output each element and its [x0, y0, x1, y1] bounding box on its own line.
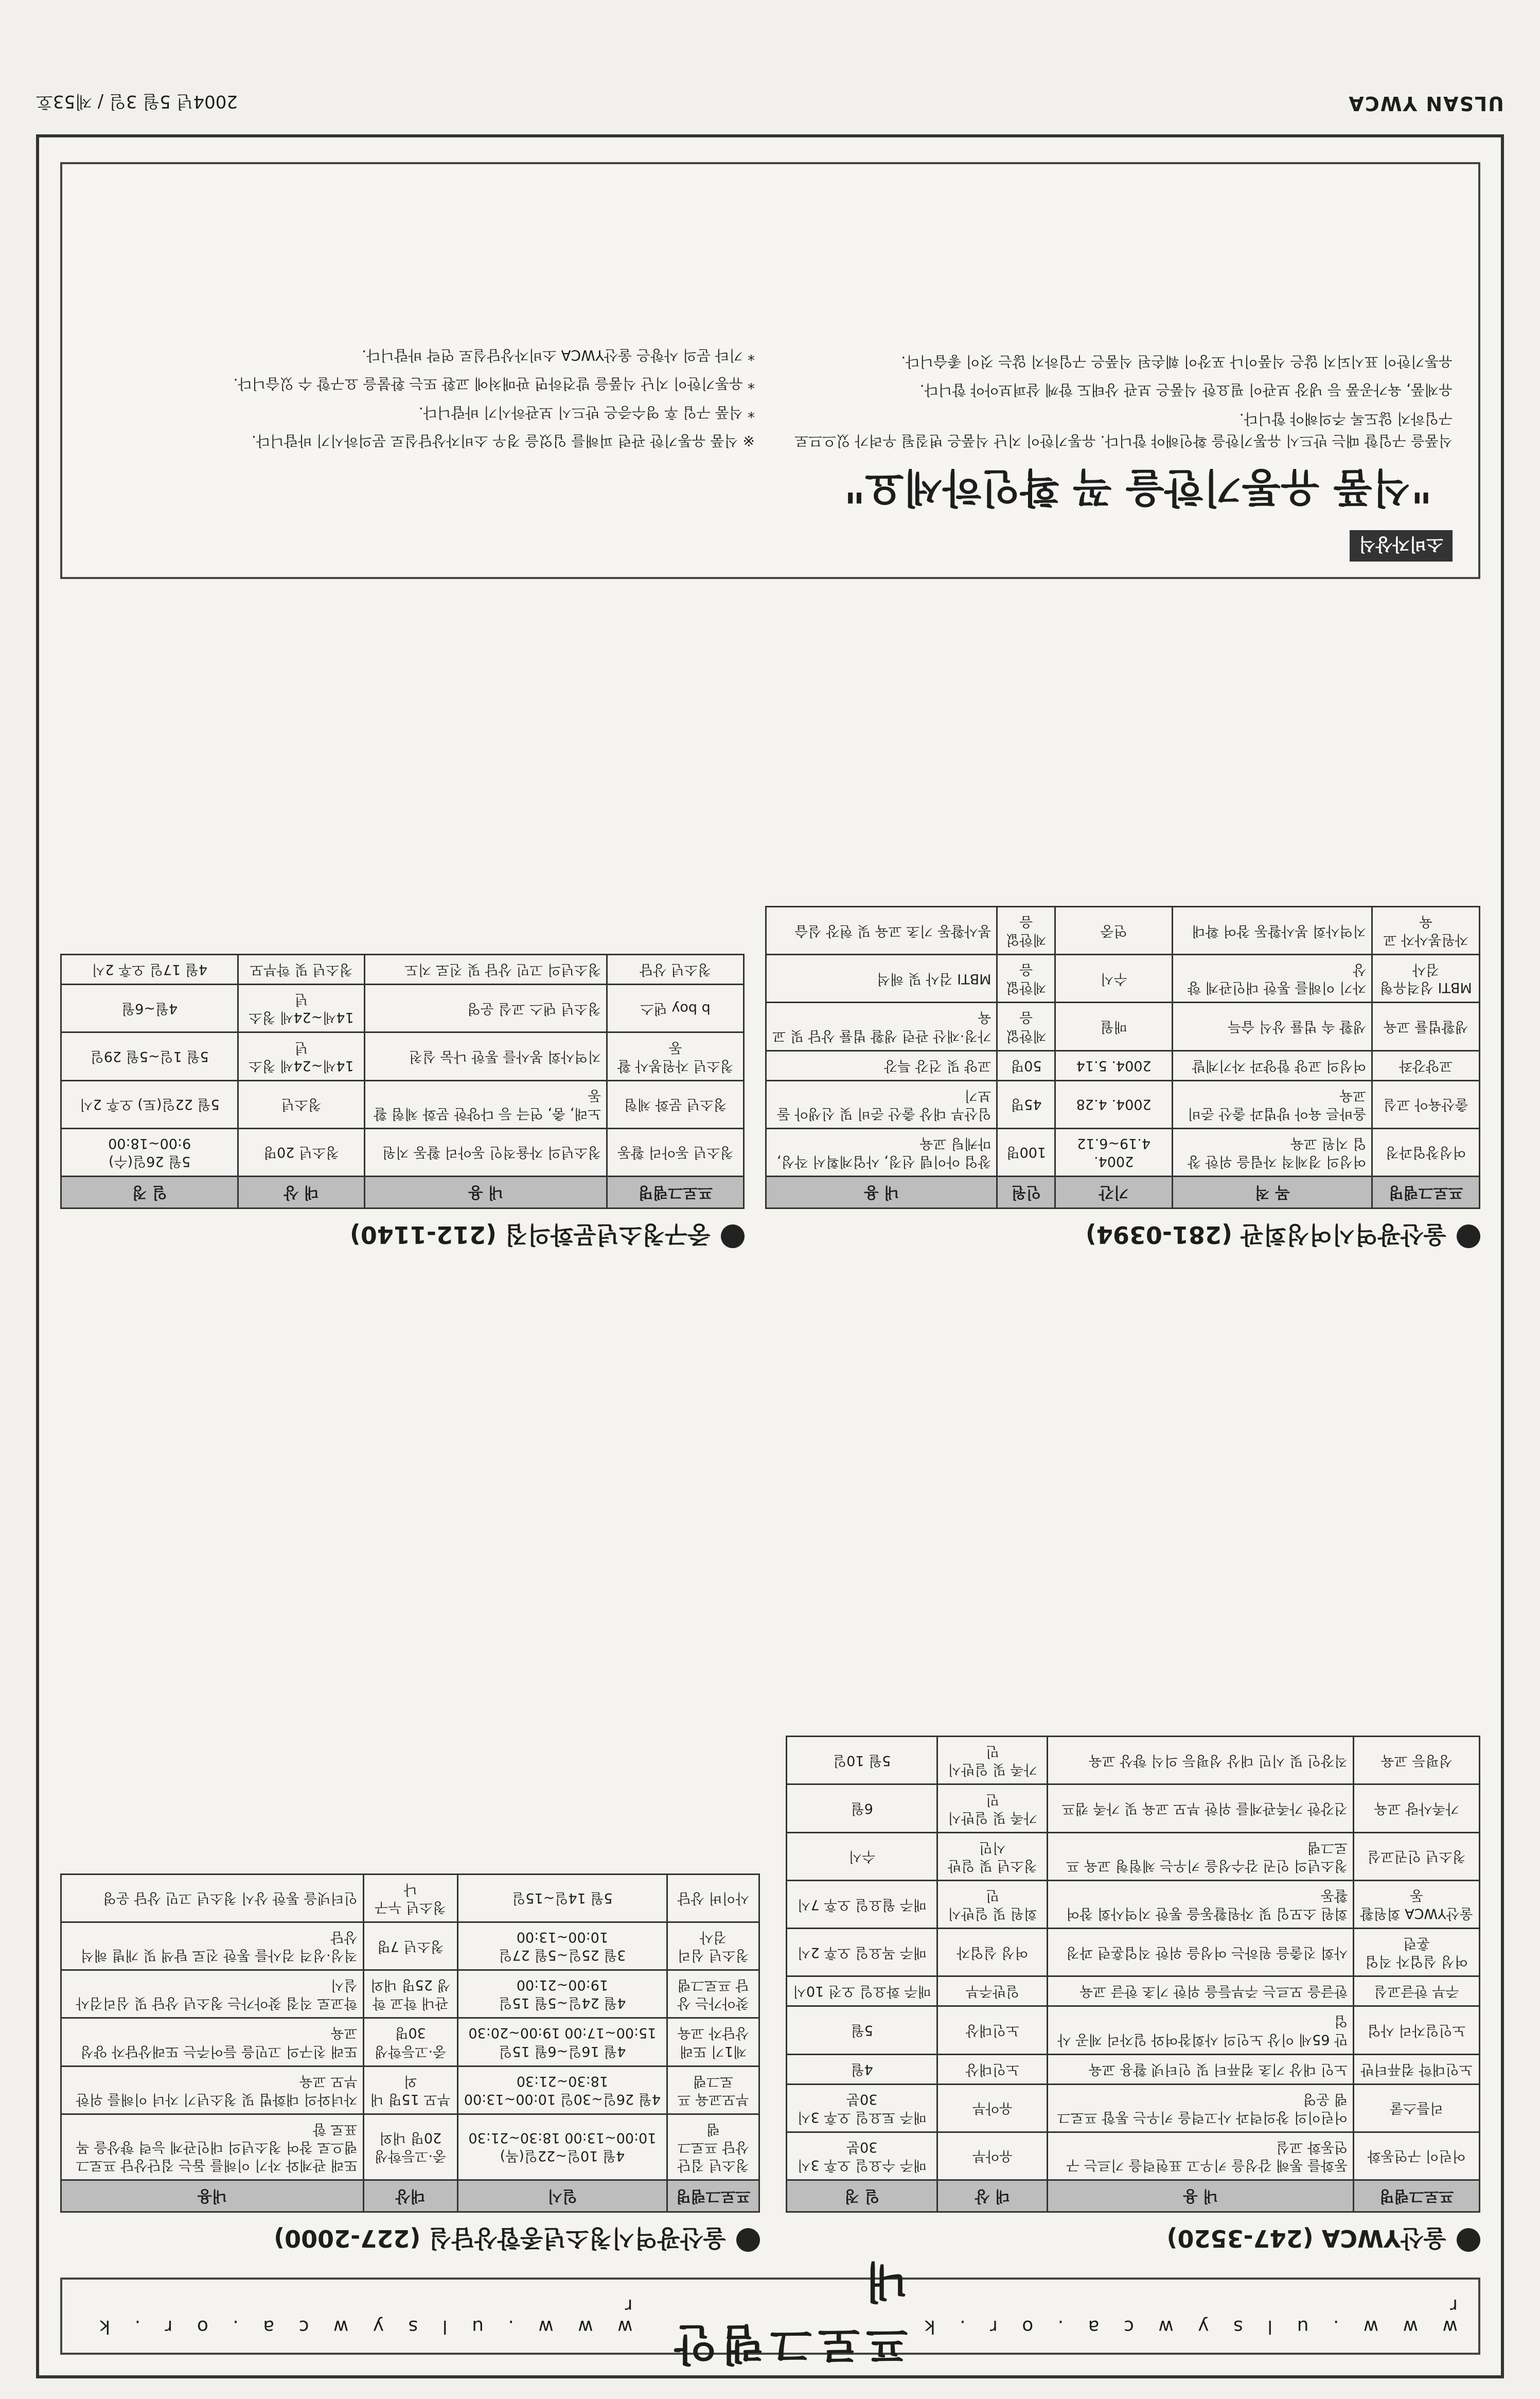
table-cell: 제1기 또래상담자 교육 — [667, 2018, 759, 2066]
notice-paragraph: ※ 식품 유통기한 관련 피해를 입었을 경우 소비자상담실로 문의하시기 바랍니다. — [251, 432, 755, 449]
section-women-hall — [765, 906, 1480, 1253]
table-cell: 제한없음 — [997, 955, 1055, 1003]
table-cell: 건강한 가족관계를 위한 부모 교육 및 가족 캠프 — [1048, 1784, 1354, 1832]
table-cell: 가족사랑 교육 — [1354, 1784, 1480, 1832]
table-cell: 회원 및 일반시민 — [937, 1880, 1048, 1928]
table-cell: 출산육아 교실 — [1372, 1080, 1480, 1128]
table-cell: 청소년 및 학부모 — [238, 955, 364, 985]
youth-table — [60, 1873, 760, 2213]
table-cell: 교양강좌 — [1372, 1050, 1480, 1080]
table-cell: 인터넷을 통한 상시 청소년 고민 상담 운영 — [61, 1874, 364, 1922]
section-title — [765, 1219, 1480, 1253]
table-row — [787, 1880, 1480, 1928]
table-cell: 매주 화요일 오전 10시 — [787, 1976, 937, 2006]
table-cell: 5월 26일(수) 9:00~18:00 — [61, 1128, 238, 1176]
table-row — [787, 1929, 1480, 1976]
table-cell: 여성의 경제적 자립을 위한 창업 지원 교육 — [1173, 1128, 1372, 1176]
table-cell: 청소년 자원봉사 활동 — [607, 1032, 744, 1080]
table-cell: 수시 — [787, 1832, 937, 1880]
table-cell: 부모교육 프로그램 — [667, 2066, 759, 2114]
table-row — [61, 1970, 759, 2018]
table-cell: 올바른 육아 방법과 출산 준비 교육 — [1173, 1080, 1372, 1128]
table-row — [787, 2132, 1480, 2180]
table-cell: 제한없음 — [997, 1003, 1055, 1050]
women-table — [765, 906, 1480, 1209]
col-header: 기간 — [1055, 1177, 1173, 1209]
table-row — [61, 955, 744, 985]
table-cell: 청소년 동아리 활동 — [607, 1128, 744, 1176]
table-cell: 5월 1일~5월 29일 — [61, 1032, 238, 1080]
table-cell: 자기 이해를 통한 대인관계 향상 — [1173, 955, 1372, 1003]
col-header: 목 적 — [1173, 1177, 1372, 1209]
table-cell: 5월 10일 — [787, 1737, 937, 1784]
notice-paragraph: 식품을 구입할 때는 반드시 유통기한을 확인해야 합니다. 유통기한이 지난 식품은 변질될 우려가 있으므로 구입하지 않도록 주의해야 합니다. — [794, 410, 1453, 449]
table-cell: 가족 및 일반시민 — [937, 1737, 1048, 1784]
section-title-text: 울산YWCA (247-3520) — [1166, 2225, 1446, 2252]
table-cell: 가정·재산 관련 생활 법률 상담 및 교육 — [766, 1003, 997, 1050]
table-row — [61, 2066, 759, 2114]
table-cell: 여성의 교양 함양과 자기계발 — [1173, 1050, 1372, 1080]
table-cell: 45명 — [997, 1080, 1055, 1128]
table-row — [766, 1080, 1480, 1128]
ywca-table — [786, 1736, 1480, 2213]
notice-right-col — [88, 338, 755, 452]
table-cell: 울산YWCA 회원활동 — [1354, 1880, 1480, 1928]
table-cell: 지역사회 봉사를 통한 나눔 실천 — [364, 1032, 607, 1080]
table-cell: 자원봉사자 교육 — [1372, 906, 1480, 954]
table-cell: 사회 진출을 원하는 여성을 위한 직업훈련 과정 — [1048, 1929, 1354, 1976]
table-cell: 유아부 — [937, 2084, 1048, 2132]
table-cell: 100명 — [997, 1128, 1055, 1176]
col-header: 대 상 — [238, 1177, 364, 1209]
section-ywca — [786, 1736, 1480, 2257]
table-cell: 4월 17일 오후 2시 — [61, 955, 238, 985]
table-cell: MBTI 성격유형검사 — [1372, 955, 1480, 1003]
table-cell: 어린이 구연동화 — [1354, 2132, 1480, 2180]
table-cell: 3월 25일~5월 27일 10:00~13:00 — [457, 1922, 667, 1970]
table-cell: 직장인 및 시민 대상 성평등 의식 향상 교육 — [1048, 1737, 1354, 1784]
table-cell: 2004. 5.14 — [1055, 1050, 1173, 1080]
table-cell: 5월 14일~15일 — [457, 1874, 667, 1922]
table-cell: 관내 학교 학생 25명 내외 — [363, 1970, 457, 2018]
bullet-icon — [1457, 2228, 1480, 2252]
table-row — [766, 955, 1480, 1003]
table-cell: 청소년 및 일반시민 — [937, 1832, 1048, 1880]
table-cell: 청소년의 자율적인 동아리 활동 지원 — [364, 1128, 607, 1176]
table-cell: 여성 실업자 — [937, 1929, 1048, 1976]
table-cell: 노래, 춤, 연극 등 다양한 문화 체험 활동 — [364, 1080, 607, 1128]
table-cell: 노인대학 컴퓨터반 — [1354, 2054, 1480, 2084]
table-cell: 노인일자리 사업 — [1354, 2006, 1480, 2054]
col-header: 일 정 — [61, 1177, 238, 1209]
header-org: ULSAN YWCA — [1348, 92, 1504, 115]
notice-paragraph: * 식품 구입 후 영수증은 반드시 보관하시기 바랍니다. — [418, 404, 755, 421]
table-row — [61, 2114, 759, 2180]
table-cell: 한글을 모르는 주부들을 위한 기초 한글 교육 — [1048, 1976, 1354, 2006]
table-cell: 만 65세 이상 노인의 사회참여와 일자리 제공 사업 — [1048, 2006, 1354, 2054]
table-row — [61, 985, 744, 1032]
table-cell: 5월 — [787, 2006, 937, 2054]
banner-title: 프로그램안내 — [668, 2256, 908, 2369]
table-cell: 학교로 직접 찾아가는 청소년 상담 및 심리검사 실시 — [61, 1970, 364, 2018]
table-cell: 2004. 4.19~6.12 — [1055, 1128, 1173, 1176]
table-cell: 또래 친구의 고민을 들어주는 또래상담자 양성 교육 — [61, 2018, 364, 2066]
table-row — [787, 1832, 1480, 1880]
table-cell: 매주 토요일 오후 3시 30분 — [787, 2084, 937, 2132]
table-cell: 회원 소모임 및 자원활동을 통한 지역사회 참여 활동 — [1048, 1880, 1354, 1928]
table-row — [766, 1003, 1480, 1050]
table-cell: 4월 10일~22일(목) 10:00~13:00 18:30~21:30 — [457, 2114, 667, 2180]
section-title — [60, 2223, 760, 2257]
table-cell: 청소년 7명 — [363, 1922, 457, 1970]
table-cell: 생활 속 법률 상식 습득 — [1173, 1003, 1372, 1050]
table-cell: 중·고등학생 30명 — [363, 2018, 457, 2066]
table-cell: 여성 실업자 직업훈련 — [1354, 1929, 1480, 1976]
table-row — [787, 1976, 1480, 2006]
table-cell: 어린이의 창의력과 사고력을 키우는 통합 프로그램 운영 — [1048, 2084, 1354, 2132]
table-row — [61, 1874, 759, 1922]
table-cell: 청소년 상담 — [607, 955, 744, 985]
table-cell: 적성·성격 검사를 통한 진로 탐색 및 개별 해석 상담 — [61, 1922, 364, 1970]
table-cell: 4월 24일~5월 15일 19:00~21:00 — [457, 1970, 667, 2018]
content-frame — [36, 134, 1504, 2378]
table-cell: 매주 월요일 오후 7시 — [787, 1880, 937, 1928]
table-row — [61, 1032, 744, 1080]
table-row — [787, 2006, 1480, 2054]
bullet-icon — [736, 2228, 760, 2252]
table-cell: 노인대상 — [937, 2054, 1048, 2084]
table-cell: 청소년 — [238, 1080, 364, 1128]
table-cell: 주부 한글교실 — [1354, 1976, 1480, 2006]
table-cell: 수시 — [1055, 955, 1173, 1003]
page-header — [36, 83, 1504, 124]
table-cell: 동화를 통해 감성을 키우고 표현력을 기르는 구연동화 교실 — [1048, 2132, 1354, 2180]
table-cell: 4월 — [787, 2054, 937, 2084]
table-row — [766, 1050, 1480, 1080]
table-cell: 청소년의 인권 감수성을 키우는 체험형 교육 프로그램 — [1048, 1832, 1354, 1880]
table-row — [787, 2084, 1480, 2132]
col-header: 대 상 — [937, 2180, 1048, 2212]
notice-paragraph: 유통기한이 표시되지 않은 식품이나 포장이 훼손된 식품은 구입하지 않는 것이 좋습니다. — [901, 353, 1453, 370]
table-cell: 매월 — [1055, 1003, 1173, 1050]
table-cell: 지역사회 봉사활동 참여 확대 — [1173, 906, 1372, 954]
table-cell: 봉사활동 기초 교육 및 현장 실습 — [766, 906, 997, 954]
bullet-icon — [721, 1224, 745, 1248]
table-cell: 매주 목요일 오후 2시 — [787, 1929, 937, 1976]
col-header: 인원 — [997, 1177, 1055, 1209]
table-row — [61, 1128, 744, 1176]
table-row — [766, 906, 1480, 954]
section-title-text: 울산광역시여성회관 (281-0394) — [1085, 1221, 1446, 1249]
table-cell: 찾아가는 상담 프로그램 — [667, 1970, 759, 2018]
section-youth-counsel — [60, 1873, 760, 2257]
table-row — [766, 1128, 1480, 1176]
notice-badge: 소비자상식 — [1350, 530, 1453, 562]
table-cell: 리틀스쿨 — [1354, 2084, 1480, 2132]
table-row — [787, 1784, 1480, 1832]
table-row — [787, 1737, 1480, 1784]
table-row — [61, 1080, 744, 1128]
table-cell: 4월 26일~30일 10:00~13:00 18:30~21:30 — [457, 2066, 667, 2114]
table-cell: 생활법률 교육 — [1372, 1003, 1480, 1050]
section-title — [60, 1219, 745, 1253]
col-header: 내 용 — [364, 1177, 607, 1209]
table-cell: 교양 및 건강 특강 — [766, 1050, 997, 1080]
table-cell: 부모 15명 내외 — [363, 2066, 457, 2114]
col-header: 내용 — [61, 2180, 364, 2212]
consumer-notice — [60, 162, 1480, 579]
section-youth-center — [60, 954, 745, 1253]
table-cell: 14세~24세 청소년 — [238, 985, 364, 1032]
table-cell: 청소년 집단상담 프로그램 — [667, 2114, 759, 2180]
banner-url-left[interactable]: w w w . u l s y w c a . o r . k r — [915, 2295, 1458, 2337]
table-cell: 4월~6월 — [61, 985, 238, 1032]
section-title — [786, 2223, 1480, 2257]
table-row — [787, 2054, 1480, 2084]
table-cell: 청소년 인권교실 — [1354, 1832, 1480, 1880]
notice-columns — [88, 338, 1453, 452]
header-issue: 2004년 5월 3일 / 제53호 — [36, 91, 238, 112]
col-header: 대상 — [363, 2180, 457, 2212]
table-cell: 성평등 교육 — [1354, 1737, 1480, 1784]
notice-paragraph: * 유통기한이 지난 식품을 발견하면 판매처에 교환 또는 환불을 요구할 수 있습니다. — [233, 375, 755, 393]
col-header: 프로그램명 — [667, 2180, 759, 2212]
table-cell: 중·고등학생 20명 내외 — [363, 2114, 457, 2180]
table-cell: 6월 — [787, 1784, 937, 1832]
table-cell: 청소년 누구나 — [363, 1874, 457, 1922]
table-cell: 매주 수요일 오후 3시 30분 — [787, 2132, 937, 2180]
banner-url-right[interactable]: w w w . u l s y w c a . o r . k r — [90, 2295, 633, 2337]
notice-left-col — [786, 338, 1453, 452]
notice-paragraph: 유제품, 육가공품 등 냉장 보관이 필요한 식품은 보관 상태도 함께 살펴보아야 합니다. — [919, 381, 1453, 399]
table-cell: b boy 댄스 — [607, 985, 744, 1032]
program-banner — [60, 2256, 1480, 2369]
section-title-text: 울산광역시청소년종합상담실 (227-2000) — [274, 2225, 726, 2252]
table-cell: 일반주부 — [937, 1976, 1048, 2006]
table-cell: 4월 16일~6월 15일 15:00~17:00 19:00~20:30 — [457, 2018, 667, 2066]
col-header: 내 용 — [1048, 2180, 1354, 2212]
table-cell: 2004. 4.28 — [1055, 1080, 1173, 1128]
table-cell: 유아부 — [937, 2132, 1048, 2180]
table-cell: 50명 — [997, 1050, 1055, 1080]
table-cell: 청소년 문화 체험 — [607, 1080, 744, 1128]
table-cell: 청소년 댄스 교실 운영 — [364, 985, 607, 1032]
table-cell: 노인 대상 기초 컴퓨터 및 인터넷 활용 교육 — [1048, 2054, 1354, 2084]
table-cell: 청소년의 고민 상담 및 진로 지도 — [364, 955, 607, 985]
table-cell: 청소년 20명 — [238, 1128, 364, 1176]
table-row — [61, 1922, 759, 1970]
table-cell: 사이버 상담 — [667, 1874, 759, 1922]
table-cell: 연중 — [1055, 906, 1173, 954]
table-cell: 여성창업과정 — [1372, 1128, 1480, 1176]
notice-paragraph: * 기타 문의 사항은 울산YWCA 소비자상담실로 연락 바랍니다. — [362, 346, 755, 364]
table-cell: MBTI 검사 및 해석 — [766, 955, 997, 1003]
table-cell: 임산부 대상 출산 준비 및 신생아 돌보기 — [766, 1080, 997, 1128]
table-row — [61, 2018, 759, 2066]
bullet-icon — [1457, 1224, 1480, 1248]
col-header: 프로그램명 — [1372, 1177, 1480, 1209]
table-cell: 자녀와의 대화법 및 청소년기 자녀 이해를 위한 부모 교육 — [61, 2066, 364, 2114]
table-cell: 제한없음 — [997, 906, 1055, 954]
table-cell: 청소년 심리검사 — [667, 1922, 759, 1970]
col-header: 프로그램명 — [1354, 2180, 1480, 2212]
table-cell: 14세~24세 청소년 — [238, 1032, 364, 1080]
col-header: 프로그램명 — [607, 1177, 744, 1209]
col-header: 일시 — [457, 2180, 667, 2212]
section-title-text: 중구청소년문화의집 (212-1140) — [349, 1221, 711, 1249]
table-cell: 가족 및 일반시민 — [937, 1784, 1048, 1832]
center-table — [60, 954, 745, 1209]
table-cell: 5월 22일(토) 오후 2시 — [61, 1080, 238, 1128]
table-cell: 노인대상 — [937, 2006, 1048, 2054]
table-cell: 또래 관계와 자기 이해를 돕는 집단상담 프로그램으로 참여 청소년의 대인관계 능력 향상을 목표로 함 — [61, 2114, 364, 2180]
col-header: 내 용 — [766, 1177, 997, 1209]
col-header: 일 정 — [787, 2180, 937, 2212]
notice-headline: "식품 유통기한을 꼭 확인하세요" — [844, 464, 1432, 511]
table-cell: 창업 아이템 선정, 사업계획서 작성, 마케팅 교육 — [766, 1128, 997, 1176]
